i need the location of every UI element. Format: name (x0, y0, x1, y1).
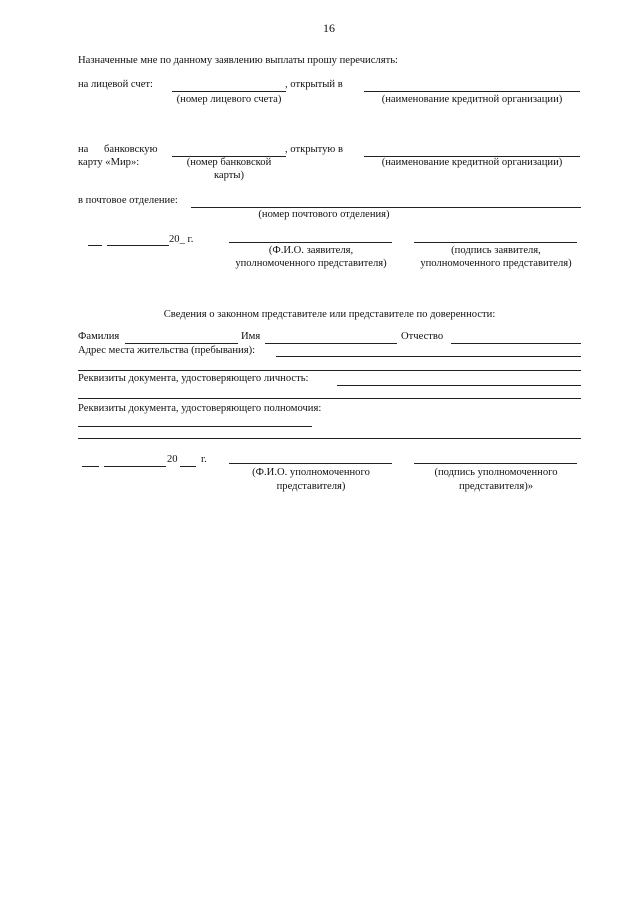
post-office-field[interactable] (191, 207, 581, 208)
rep-fio-caption-2: представителя) (276, 481, 346, 492)
rep-sign-caption-1: (подпись уполномоченного (434, 467, 558, 478)
applicant-fio-field[interactable] (229, 242, 392, 243)
rep-fio-caption-1: (Ф.И.О. уполномоченного (252, 467, 370, 478)
account-label: на лицевой счет: (78, 79, 153, 90)
patronymic-field[interactable] (451, 343, 581, 344)
card-number-caption-2: карты) (213, 170, 245, 181)
rep-date-year-field[interactable] (180, 466, 196, 467)
applicant-signature-field[interactable] (414, 242, 577, 243)
authority-doc-field-line-2[interactable] (78, 438, 581, 439)
authority-doc-label: Реквизиты документа, удостоверяющего полномочия: (78, 403, 322, 414)
surname-field[interactable] (125, 343, 238, 344)
address-field-line-2[interactable] (78, 370, 581, 371)
address-label: Адрес места жительства (пребывания): (78, 345, 256, 356)
authority-doc-field[interactable] (78, 426, 312, 427)
id-doc-field[interactable] (337, 385, 581, 386)
rep-date-year: 20 (167, 454, 178, 465)
id-doc-label: Реквизиты документа, удостоверяющего личность: (78, 373, 309, 384)
applicant-fio-caption-2: уполномоченного представителя) (235, 258, 387, 269)
name-label: Имя (241, 331, 261, 342)
applicant-date-month-field[interactable] (107, 245, 169, 246)
name-field[interactable] (265, 343, 397, 344)
account-number-caption: (номер лицевого счета) (176, 94, 282, 105)
payment-intro: Назначенные мне по данному заявлению выплаты прошу перечислять: (78, 55, 398, 66)
applicant-sign-caption-1: (подпись заявителя, (451, 245, 541, 256)
surname-label: Фамилия (78, 331, 120, 342)
patronymic-label: Отчество (401, 331, 444, 342)
rep-sign-caption-2: представителя)» (458, 481, 534, 492)
card-label-bank: банковскую (104, 144, 158, 155)
applicant-date-day-field[interactable] (88, 245, 102, 246)
rep-date-month-field[interactable] (104, 466, 166, 467)
card-label-mir: карту «Мир»: (78, 157, 140, 168)
applicant-sign-caption-2: уполномоченного представителя) (420, 258, 572, 269)
address-field[interactable] (276, 356, 581, 357)
representative-heading: Сведения о законном представителе или представителе по доверенности: (163, 309, 496, 320)
post-label: в почтовое отделение: (78, 195, 178, 206)
account-opened-in: , открытый в (285, 79, 343, 90)
card-label-na: на (78, 144, 89, 155)
card-opened-in: , открытую в (285, 144, 343, 155)
account-bank-field[interactable] (364, 91, 580, 92)
rep-date-day-field[interactable] (82, 466, 99, 467)
applicant-date-year: 20_ г. (169, 234, 194, 245)
account-number-field[interactable] (172, 91, 286, 92)
card-number-caption-1: (номер банковской (186, 157, 272, 168)
applicant-fio-caption-1: (Ф.И.О. заявителя, (268, 245, 354, 256)
post-caption: (номер почтового отделения) (258, 209, 390, 220)
page-number: 16 (323, 21, 335, 35)
rep-fio-field[interactable] (229, 463, 392, 464)
card-bank-caption: (наименование кредитной организации) (381, 157, 563, 168)
rep-date-suffix: г. (201, 454, 207, 465)
id-doc-field-line-2[interactable] (78, 398, 581, 399)
account-bank-caption: (наименование кредитной организации) (381, 94, 563, 105)
rep-signature-field[interactable] (414, 463, 577, 464)
